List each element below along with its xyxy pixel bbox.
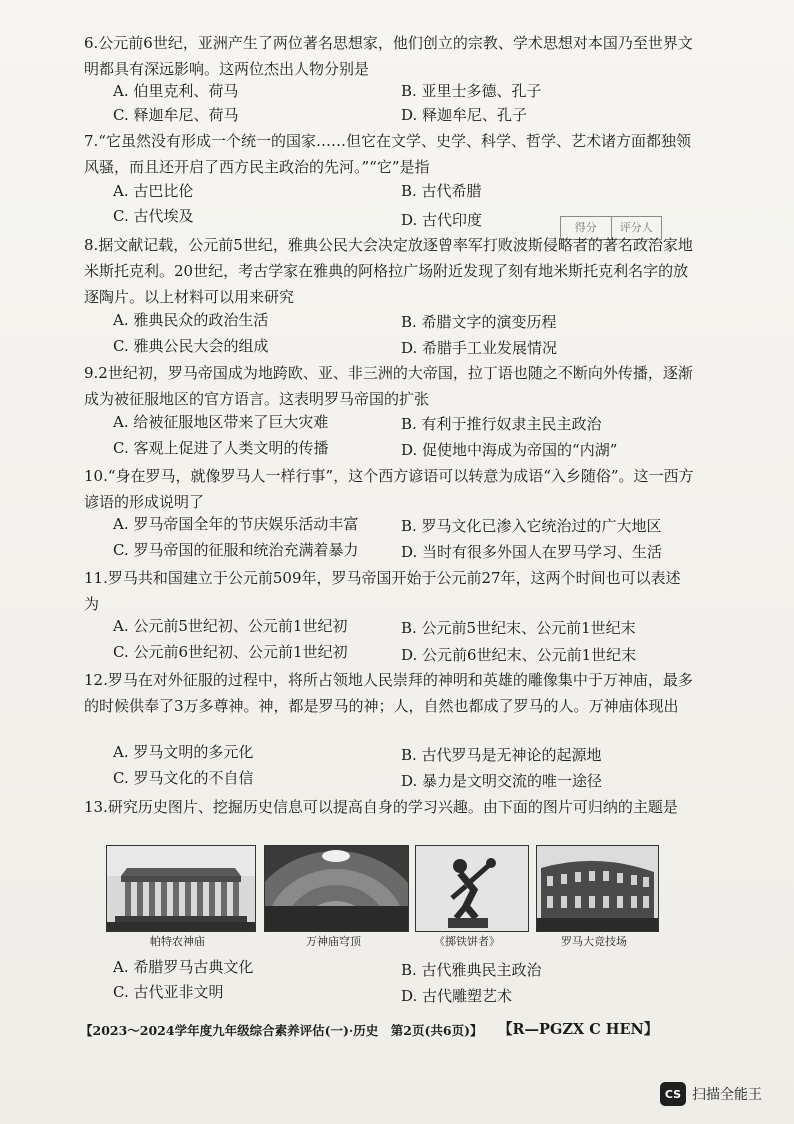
question-11-stem: 11.罗马共和国建立于公元前509年，罗马帝国开始于公元前27年，这两个时间也可以表述为 xyxy=(84,569,681,613)
question-7-stem: 7.“它虽然没有形成一个统一的国家……但它在文学、史学、科学、哲学、艺术诸方面都独领风骚，而且还开启了西方民主政治的先河。”“它”是指 xyxy=(84,132,691,176)
question-10-stem: 10.“身在罗马，就像罗马人一样行事”，这个西方谚语可以转意为成语“入乡随俗”。这一西方谚语的形成说明了 xyxy=(84,467,694,511)
q11-option-b: B. 公元前5世纪末、公元前1世纪末 xyxy=(401,619,636,637)
question-6-stem: 6.公元前6世纪，亚洲产生了两位著名思想家，他们创立的宗教、学术思想对本国乃至世界文明都具有深远影响。这两位杰出人物分别是 xyxy=(84,34,693,78)
q6-option-c: C. 释迦牟尼、荷马 xyxy=(113,106,239,124)
q9-option-c: C. 客观上促进了人类文明的传播 xyxy=(113,439,329,457)
q13-option-d: D. 古代雕塑艺术 xyxy=(401,987,513,1005)
score-box-cell: 得分 xyxy=(561,217,612,239)
q12-option-b: B. 古代罗马是无神论的起源地 xyxy=(401,746,602,764)
parthenon-image xyxy=(106,845,256,932)
q11-option-c: C. 公元前6世纪初、公元前1世纪初 xyxy=(113,643,348,661)
parthenon-caption: 帕特农神庙 xyxy=(150,935,205,948)
pantheon-caption: 万神庙穹顶 xyxy=(306,935,361,948)
q10-option-a: A. 罗马帝国全年的节庆娱乐活动丰富 xyxy=(113,515,359,533)
q9-option-b: B. 有利于推行奴隶主民主政治 xyxy=(401,415,602,433)
page-footer: 【2023～2024学年度九年级综合素养评估(一)·历史 第2页(共6页)】 xyxy=(80,1023,483,1038)
score-box-cell: 评分人 xyxy=(619,221,653,234)
colosseum-caption: 罗马大竞技场 xyxy=(561,935,627,948)
q6-option-a: A. 伯里克利、荷马 xyxy=(113,82,239,100)
question-12-stem: 12.罗马在对外征服的过程中，将所占领地人民崇拜的神明和英雄的雕像集中于万神庙，最多的时候供奉了3万多尊神。神，都是罗马的神；人，自然也都成了罗马的人。万神庙体现出 xyxy=(84,671,693,715)
discobolus-caption: 《掷铁饼者》 xyxy=(434,935,500,948)
q7-option-c: C. 古代埃及 xyxy=(113,207,194,225)
question-9-stem: 9.2世纪初，罗马帝国成为地跨欧、亚、非三洲的大帝国，拉丁语也随之不断向外传播，逐渐成为被征服地区的官方语言。这表明罗马帝国的扩张 xyxy=(84,364,693,408)
q8-option-d: D. 希腊手工业发展情况 xyxy=(401,339,558,357)
q7-option-a: A. 古巴比伦 xyxy=(113,182,194,200)
q11-option-a: A. 公元前5世纪初、公元前1世纪初 xyxy=(113,617,348,635)
colosseum-image xyxy=(536,845,659,932)
paper-code: 【R—PGZX C HEN】 xyxy=(498,1021,659,1038)
q8-option-c: C. 雅典公民大会的组成 xyxy=(113,337,269,355)
q13-option-c: C. 古代亚非文明 xyxy=(113,983,224,1001)
q8-option-b: B. 希腊文字的演变历程 xyxy=(401,313,557,331)
q12-option-a: A. 罗马文明的多元化 xyxy=(113,743,254,761)
q12-option-c: C. 罗马文化的不自信 xyxy=(113,769,254,787)
camscanner-logo-icon: CS xyxy=(660,1082,686,1106)
q10-option-d: D. 当时有很多外国人在罗马学习、生活 xyxy=(401,543,663,561)
q8-option-a: A. 雅典民众的政治生活 xyxy=(113,311,269,329)
q6-option-b: B. 亚里士多德、孔子 xyxy=(401,82,542,100)
question-8-stem: 8.据文献记载，公元前5世纪，雅典公民大会决定放逐曾率军打败波斯侵略者的著名政治家地米斯托克利。20世纪，考古学家在雅典的阿格拉广场附近发现了刻有地米斯托克利名字的放逐陶片。以上材料可以用来研究 xyxy=(84,236,693,306)
scanner-watermark xyxy=(660,1082,762,1106)
q10-option-c: C. 罗马帝国的征服和统治充满着暴力 xyxy=(113,541,359,559)
q7-option-b: B. 古代希腊 xyxy=(401,182,482,200)
q9-option-d: D. 促使地中海成为帝国的“内湖” xyxy=(401,441,618,459)
q9-option-a: A. 给被征服地区带来了巨大灾难 xyxy=(113,413,329,431)
q10-option-b: B. 罗马文化已渗入它统治过的广大地区 xyxy=(401,517,662,535)
q11-option-d: D. 公元前6世纪末、公元前1世纪末 xyxy=(401,646,637,664)
q12-option-d: D. 暴力是文明交流的唯一途径 xyxy=(401,772,603,790)
pantheon-dome-image xyxy=(264,845,409,932)
q13-option-a: A. 希腊罗马古典文化 xyxy=(113,958,254,976)
q7-option-d: D. 古代印度 xyxy=(401,211,483,229)
discobolus-image xyxy=(415,845,529,932)
question-13-stem: 13.研究历史图片、挖掘历史信息可以提高自身的学习兴趣。由下面的图片可归纳的主题是 xyxy=(84,798,678,816)
q13-option-b: B. 古代雅典民主政治 xyxy=(401,961,542,979)
q6-option-d: D. 释迦牟尼、孔子 xyxy=(401,106,528,124)
watermark-text: 扫描全能王 xyxy=(692,1087,762,1103)
